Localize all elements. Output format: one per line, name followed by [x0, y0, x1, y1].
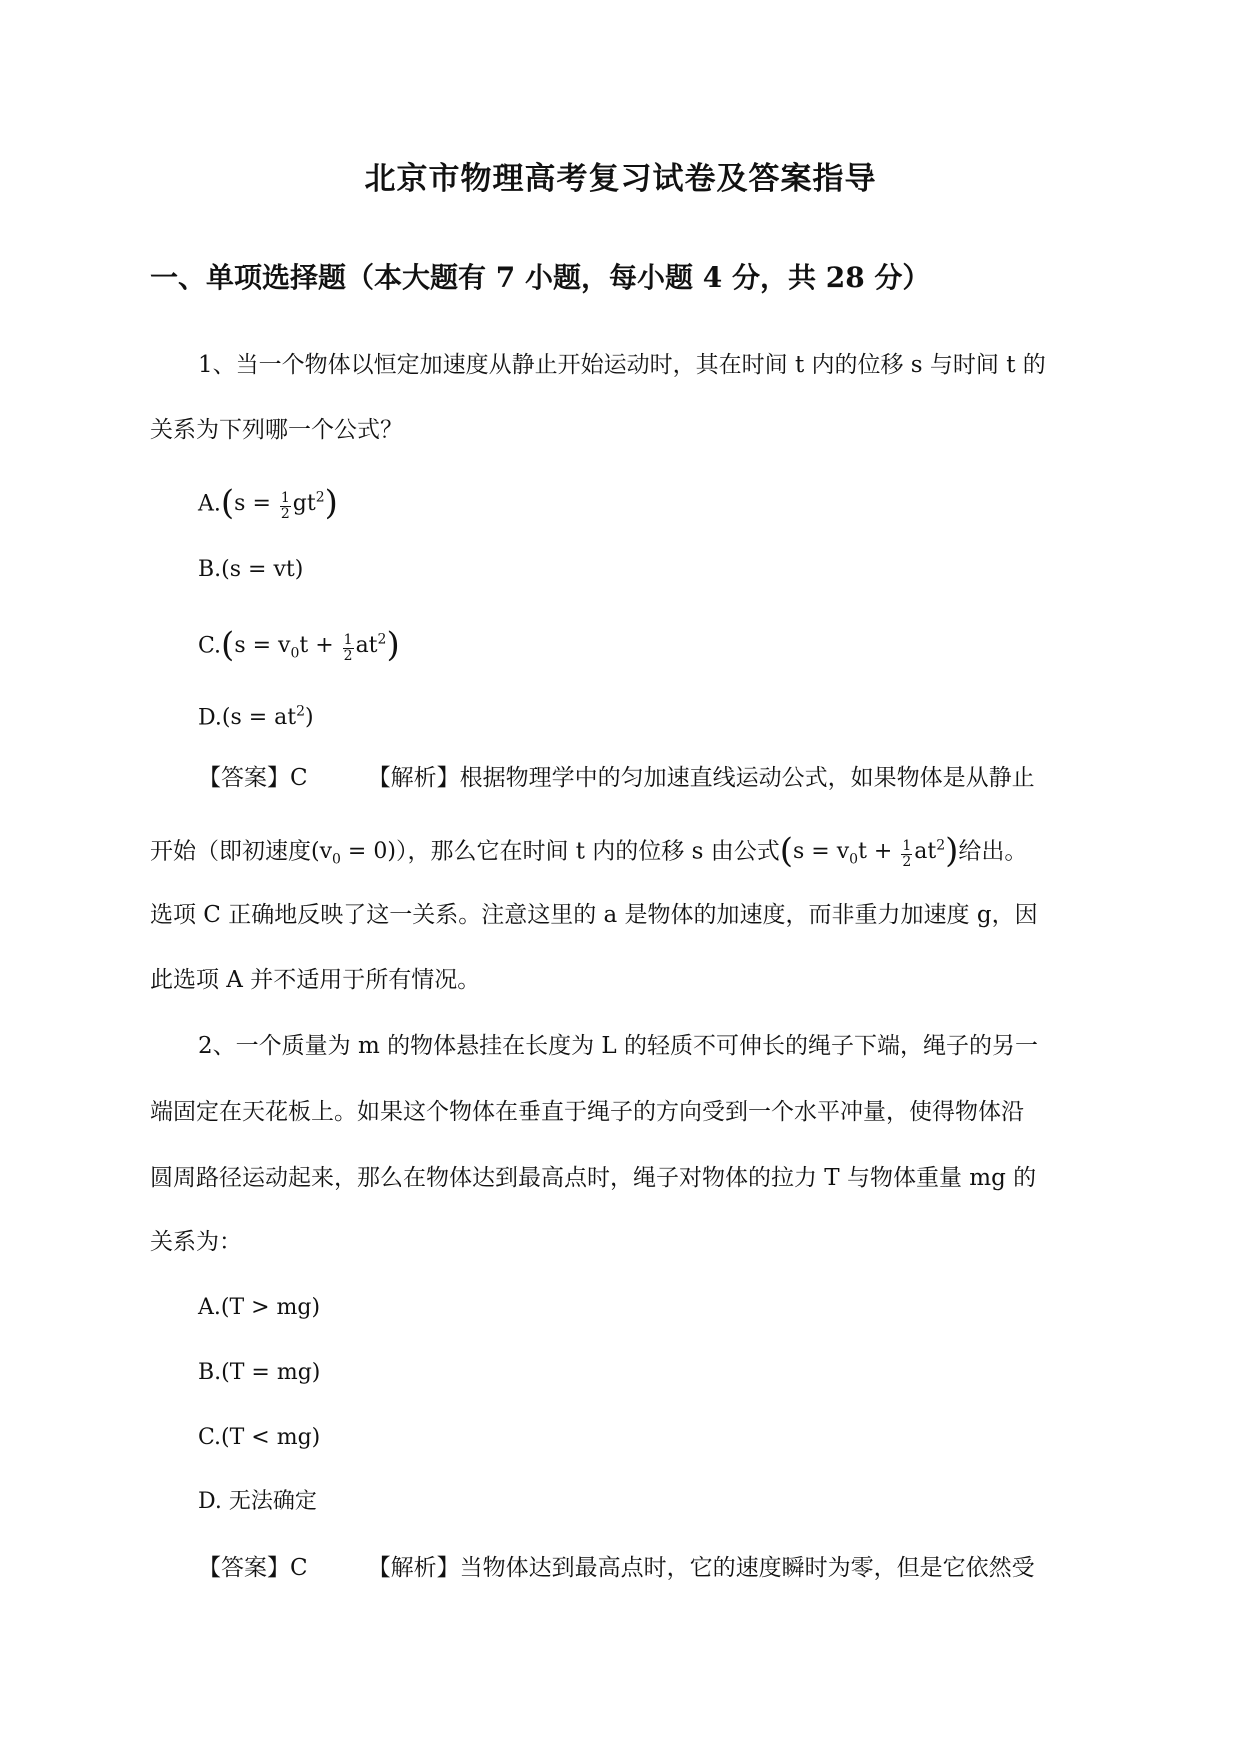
q1-displacement-formula: ($s = v_0t$ + $\frac{1}{2}$ $at^2$)	[779, 831, 959, 872]
q1-option-c-formula: ($s = v_0t$ + $\frac{1}{2}$ $at^2$)	[221, 625, 400, 666]
q2-option-d: D. 无法确定	[198, 1489, 317, 1514]
q2-option-a: A.(T > mg)	[198, 1295, 321, 1320]
q2-stem-line-4: 关系为：	[150, 1229, 242, 1255]
q1-answer-line	[198, 762, 1035, 794]
q1-analysis-line-2-part-c: 给出。	[958, 838, 1028, 865]
q1-initial-velocity-formula: $(v_0 = 0)$	[311, 839, 396, 868]
q2-stem-line-2: 端固定在天花板上。如果这个物体在垂直于绳子的方向受到一个水平冲量，使得物体沿	[150, 1099, 1024, 1125]
q1-option-a-label: A.	[198, 491, 221, 517]
q2-option-c: C.(T < mg)	[198, 1425, 321, 1450]
q1-option-b	[198, 550, 303, 590]
q2-answer-line	[198, 1552, 1035, 1584]
q2-stem-line-3: 圆周路径运动起来，那么在物体达到最高点时，绳子对物体的拉力 T 与物体重量 mg 的	[150, 1165, 1037, 1191]
q1-option-a	[198, 478, 338, 524]
q1-stem-line-2: 关系为下列哪一个公式？	[150, 417, 403, 443]
q1-option-b-formula: (s = vt)	[221, 557, 304, 582]
q1-option-d-formula: $(s = at^2)$	[221, 704, 314, 731]
q1-option-b-label: B.	[198, 557, 222, 582]
q1-stem-line-1: 1、当一个物体以恒定加速度从静止开始运动时，其在时间 t 内的位移 s 与时间 t 的	[198, 352, 1046, 378]
q1-analysis-label: 【解析】	[367, 765, 460, 791]
q2-stem-line-1: 2、一个质量为 m 的物体悬挂在长度为 L 的轻质不可伸长的绳子下端，绳子的另一	[198, 1033, 1038, 1059]
q1-analysis-line-2-part-a: 开始（即初速度	[150, 838, 311, 865]
q1-option-d-label: D.	[198, 705, 222, 731]
q2-answer-label: 【答案】C	[198, 1555, 308, 1581]
q1-option-c	[198, 620, 400, 674]
q2-analysis-label: 【解析】	[367, 1555, 460, 1581]
q1-analysis-line-2-part-b: ），那么它在时间 t 内的位移 s 由公式	[395, 838, 780, 865]
document-title: 北京市物理高考复习试卷及答案指导	[364, 161, 877, 197]
q1-answer-label: 【答案】C	[198, 765, 308, 791]
q1-option-a-formula: (s = $\frac{1}{2}$ $gt^2$)	[220, 483, 338, 524]
q2-option-b: B.(T = mg)	[198, 1360, 321, 1385]
q1-analysis-line-1: 根据物理学中的匀加速直线运动公式，如果物体是从静止	[459, 765, 1035, 791]
q1-option-c-label: C.	[198, 633, 222, 659]
q1-option-d	[198, 692, 314, 738]
section-heading: 一、单项选择题（本大题有 7 小题，每小题 4 分，共 28 分）	[150, 261, 931, 294]
q1-analysis-line-4: 此选项 A 并不适用于所有情况。	[150, 967, 481, 993]
q1-analysis-line-3: 选项 C 正确地反映了这一关系。注意这里的 a 是物体的加速度，而非重力加速度 g，因	[150, 902, 1038, 928]
q2-analysis-line-1: 当物体达到最高点时，它的速度瞬时为零，但是它依然受	[459, 1555, 1035, 1581]
q1-analysis-line-2	[150, 830, 1027, 876]
